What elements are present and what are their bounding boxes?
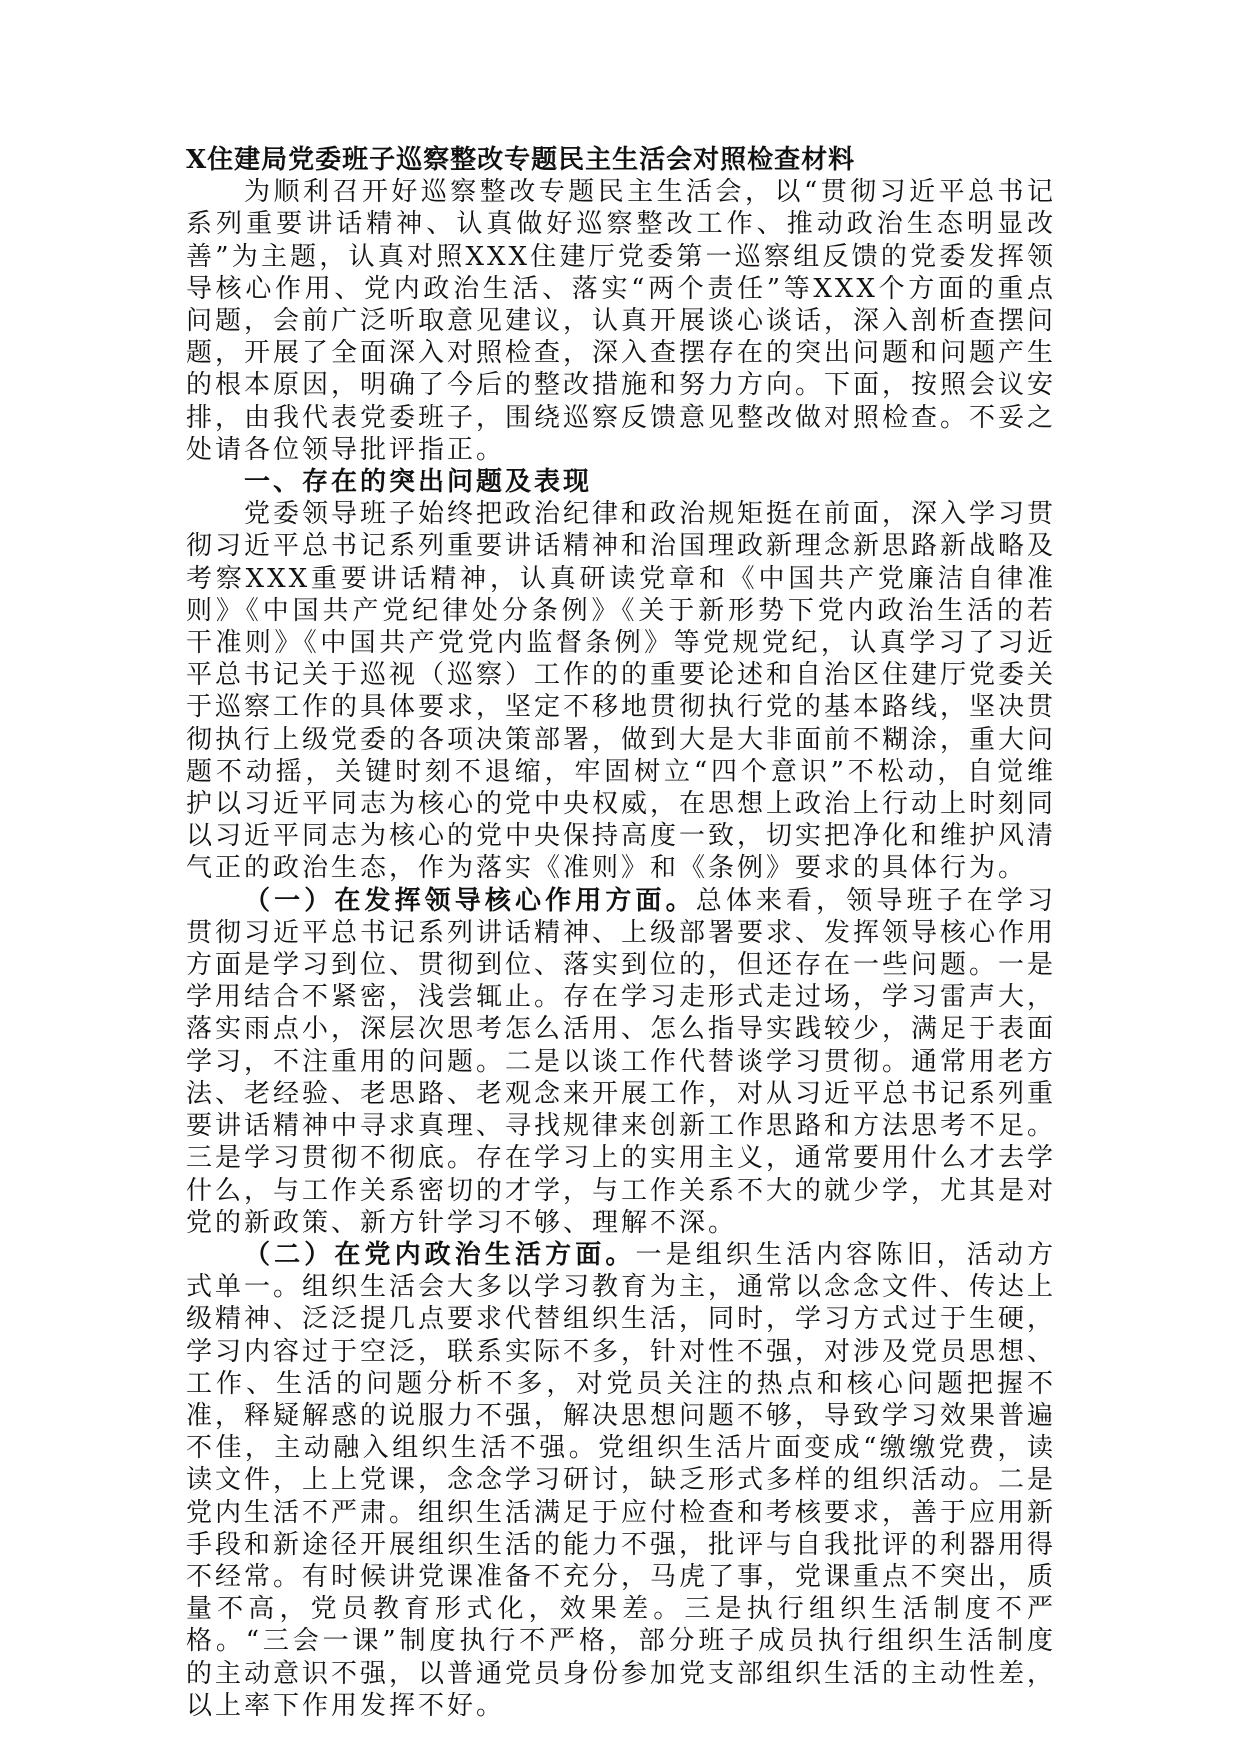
subsection-2-heading: （二）在党内政治生活方面。 [244, 1239, 636, 1270]
subsection-2-paragraph [186, 1239, 1056, 1722]
section-heading: 一、存在的突出问题及表现 [244, 467, 593, 498]
intro-paragraph: 为顺利召开好巡察整改专题民主生活会，以“贯彻习近平总书记系列重要讲话精神、认真做好巡察整改工作、推动政治生态明显改善”为主题，认真对照XXX住建厅党委第一巡察组反馈的党委发挥领导核心作用、党内政治生活、落实“两个责任”等XXX个方面的重点问题，会前广泛听取意见建议，认真开展谈心谈话，深入剖析查摆问题，开展了全面深入对照检查，深入查摆存在的突出问题和问题产生的根本原因，明确了今后的整改措施和努力方向。下面，按照会议安排，由我代表党委班子，围绕巡察反馈意见整改做对照检查。不妥之处请各位领导批评指正。 [186, 177, 1057, 465]
document-page [186, 144, 1056, 1722]
subsection-2-text: 一是组织生活内容陈旧，活动方式单一。组织生活会大多以学习教育为主，通常以念念文件、传达上级精神、泛泛提几点要求代替组织生活，同时，学习方式过于生硬，学习内容过于空泛，联系实际不多，针对性不强，对涉及党员思想、工作、生活的问题分析不多，对党员关注的热点和核心问题把握不准，释疑解惑的说服力不强，解决思想问题不够，导致学习效果普遍不佳，主动融入组织生活不强。党组织生活片面变成“缴缴党费，读读文件，上上党课，念念学习研讨，缺乏形式多样的组织活动。二是党内生活不严肃。组织生活满足于应付检查和考核要求，善于应用新手段和新途径开展组织生活的能力不强，批评与自我批评的利器用得不经常。有时候讲党课准备不充分，马虎了事，党课重点不突出，质量不高，党员教育形式化，效果差。三是执行组织生活制度不严格。“三会一课”制度执行不严格，部分班子成员执行组织生活制度的主动意识不强，以普通党员身份参加党支部组织生活的主动性差，以上率下作用发挥不好。 [186, 1239, 1057, 1721]
document-title: X住建局党委班子巡察整改专题民主生活会对照检查材料 [186, 145, 856, 175]
subsection-1-text: 总体来看，领导班子在学习贯彻习近平总书记系列讲话精神、上级部署要求、发挥领导核心作用方面是学习到位、贯彻到位、落实到位的，但还存在一些问题。一是学用结合不紧密，浅尝辄止。存在学习走形式走过场，学习雷声大，落实雨点小，深层次思考怎么活用、怎么指导实践较少，满足于表面学习，不注重用的问题。二是以谈工作代替谈学习贯彻。通常用老方法、老经验、老思路、老观念来开展工作，对从习近平总书记系列重要讲话精神中寻求真理、寻找规律来创新工作思路和方法思考不足。三是学习贯彻不彻底。存在学习上的实用主义，通常要用什么才去学什么，与工作关系密切的才学，与工作关系不大的就少学，尤其是对党的新政策、新方针学习不够、理解不深。 [186, 885, 1057, 1238]
subsection-1-paragraph [186, 885, 1056, 1239]
section-paragraph: 党委领导班子始终把政治纪律和政治规矩挺在前面，深入学习贯彻习近平总书记系列重要讲话精神和治国理政新理念新思路新战略及考察XXX重要讲话精神，认真研读党章和《中国共产党廉洁自律准则》《中国共产党纪律处分条例》《关于新形势下党内政治生活的若干准则》《中国共产党党内监督条例》等党规党纪，认真学习了习近平总书记关于巡视（巡察）工作的的重要论述和自治区住建厅党委关于巡察工作的具体要求，坚定不移地贯彻执行党的基本路线，坚决贯彻执行上级党委的各项决策部署，做到大是大非面前不糊涂，重大问题不动摇，关键时刻不退缩，牢固树立“四个意识”不松动，自觉维护以习近平同志为核心的党中央权威，在思想上政治上行动上时刻同以习近平同志为核心的党中央保持高度一致，切实把净化和维护风清气正的政治生态，作为落实《准则》和《条例》要求的具体行为。 [186, 499, 1057, 884]
subsection-1-heading: （一）在发挥领导核心作用方面。 [244, 885, 696, 916]
